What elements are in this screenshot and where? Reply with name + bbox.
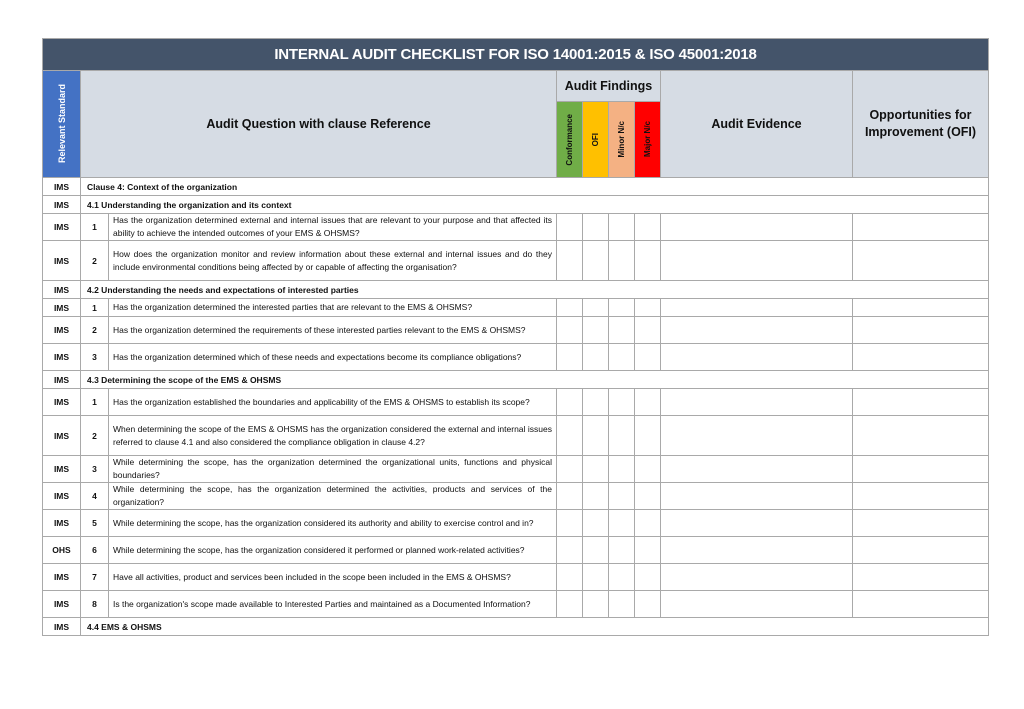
standard-cell: IMS: [43, 371, 81, 389]
question-row: [43, 537, 989, 564]
question-number: 5: [81, 510, 109, 537]
minor-nc-cell[interactable]: [609, 483, 635, 510]
section-row: [43, 281, 989, 299]
minor-nc-header: [609, 102, 635, 178]
document-title: INTERNAL AUDIT CHECKLIST FOR ISO 14001:2015 & ISO 45001:2018: [43, 39, 989, 71]
ofi-notes-cell[interactable]: [853, 510, 989, 537]
ofi-notes-cell[interactable]: [853, 591, 989, 618]
question-number: 8: [81, 591, 109, 618]
major-nc-cell[interactable]: [635, 241, 661, 281]
audit-findings-header: Audit Findings: [557, 71, 661, 102]
conformance-cell[interactable]: [557, 591, 583, 618]
ofi-cell[interactable]: [583, 214, 609, 241]
conformance-header: [557, 102, 583, 178]
question-row: [43, 483, 989, 510]
ofi-notes-cell[interactable]: [853, 214, 989, 241]
conformance-cell[interactable]: [557, 537, 583, 564]
standard-cell: IMS: [43, 281, 81, 299]
conformance-cell[interactable]: [557, 564, 583, 591]
minor-nc-cell[interactable]: [609, 317, 635, 344]
question-text: Has the organization determined the requirements of these interested parties relevant to the EMS & OHSMS?: [109, 317, 557, 344]
audit-evidence-cell[interactable]: [661, 344, 853, 371]
standard-cell: IMS: [43, 317, 81, 344]
ofi-notes-cell[interactable]: [853, 389, 989, 416]
major-nc-cell[interactable]: [635, 416, 661, 456]
ofi-notes-cell[interactable]: [853, 564, 989, 591]
conformance-cell[interactable]: [557, 510, 583, 537]
conformance-cell[interactable]: [557, 241, 583, 281]
conformance-cell[interactable]: [557, 389, 583, 416]
question-text: While determining the scope, has the organization determined the activities, products and services of the organization?: [109, 483, 557, 510]
standard-cell: IMS: [43, 299, 81, 317]
audit-evidence-cell[interactable]: [661, 317, 853, 344]
question-number: 1: [81, 214, 109, 241]
minor-nc-cell[interactable]: [609, 564, 635, 591]
standard-cell: IMS: [43, 510, 81, 537]
audit-evidence-cell[interactable]: [661, 214, 853, 241]
conformance-cell[interactable]: [557, 416, 583, 456]
question-number: 2: [81, 416, 109, 456]
minor-nc-cell[interactable]: [609, 591, 635, 618]
ofi-notes-cell[interactable]: [853, 317, 989, 344]
conformance-cell[interactable]: [557, 483, 583, 510]
audit-evidence-header: Audit Evidence: [661, 71, 853, 178]
ofi-cell[interactable]: [583, 510, 609, 537]
question-number: 6: [81, 537, 109, 564]
minor-nc-cell[interactable]: [609, 389, 635, 416]
question-row: [43, 389, 989, 416]
question-text: While determining the scope, has the organization considered its authority and ability to exercise control and in?: [109, 510, 557, 537]
question-row: [43, 317, 989, 344]
audit-evidence-cell[interactable]: [661, 483, 853, 510]
relevant-standard-header: [43, 71, 81, 178]
question-row: [43, 214, 989, 241]
major-nc-header: [635, 102, 661, 178]
question-number: 1: [81, 299, 109, 317]
question-text: Has the organization determined external and internal issues that are relevant to your purpose and that affected its ability to achieve the intended outcomes of your EMS & OHSMS?: [109, 214, 557, 241]
conformance-label: Conformance: [565, 113, 574, 166]
audit-evidence-cell[interactable]: [661, 241, 853, 281]
audit-question-header: Audit Question with clause Reference: [81, 71, 557, 178]
major-nc-cell[interactable]: [635, 537, 661, 564]
audit-evidence-cell[interactable]: [661, 456, 853, 483]
question-row: [43, 591, 989, 618]
section-row: [43, 618, 989, 636]
ofi-notes-cell[interactable]: [853, 344, 989, 371]
minor-nc-cell[interactable]: [609, 214, 635, 241]
standard-cell: IMS: [43, 344, 81, 371]
section-title: 4.1 Understanding the organization and its context: [81, 196, 989, 214]
ofi-notes-cell[interactable]: [853, 483, 989, 510]
ofi-label: OFI: [591, 132, 600, 147]
question-number: 3: [81, 344, 109, 371]
question-text: Has the organization determined the interested parties that are relevant to the EMS & OHSMS?: [109, 299, 557, 317]
section-row: [43, 178, 989, 196]
minor-nc-cell[interactable]: [609, 344, 635, 371]
section-row: [43, 371, 989, 389]
conformance-cell[interactable]: [557, 214, 583, 241]
question-row: [43, 510, 989, 537]
ofi-notes-cell[interactable]: [853, 299, 989, 317]
minor-nc-cell[interactable]: [609, 510, 635, 537]
question-row: [43, 299, 989, 317]
conformance-cell[interactable]: [557, 317, 583, 344]
section-title: 4.4 EMS & OHSMS: [81, 618, 989, 636]
major-nc-label: Major N/c: [643, 121, 652, 158]
section-title: Clause 4: Context of the organization: [81, 178, 989, 196]
question-number: 7: [81, 564, 109, 591]
minor-nc-cell[interactable]: [609, 241, 635, 281]
standard-cell: OHS: [43, 537, 81, 564]
major-nc-cell[interactable]: [635, 389, 661, 416]
minor-nc-cell[interactable]: [609, 299, 635, 317]
question-number: 4: [81, 483, 109, 510]
major-nc-cell[interactable]: [635, 456, 661, 483]
audit-evidence-cell[interactable]: [661, 299, 853, 317]
ofi-column-header: [583, 102, 609, 178]
standard-cell: IMS: [43, 618, 81, 636]
standard-cell: IMS: [43, 241, 81, 281]
major-nc-cell[interactable]: [635, 214, 661, 241]
minor-nc-cell[interactable]: [609, 537, 635, 564]
ofi-cell[interactable]: [583, 591, 609, 618]
audit-evidence-cell[interactable]: [661, 416, 853, 456]
question-text: Is the organization's scope made available to Interested Parties and maintained as a Documented Information?: [109, 591, 557, 618]
ofi-cell[interactable]: [583, 564, 609, 591]
ofi-cell[interactable]: [583, 456, 609, 483]
question-text: While determining the scope, has the organization determined the organizational units, functions and physical boundaries?: [109, 456, 557, 483]
major-nc-cell[interactable]: [635, 510, 661, 537]
major-nc-cell[interactable]: [635, 344, 661, 371]
ofi-cell[interactable]: [583, 537, 609, 564]
audit-evidence-cell[interactable]: [661, 591, 853, 618]
major-nc-cell[interactable]: [635, 564, 661, 591]
major-nc-cell[interactable]: [635, 483, 661, 510]
question-number: 2: [81, 241, 109, 281]
ofi-notes-cell[interactable]: [853, 241, 989, 281]
section-row: [43, 196, 989, 214]
audit-evidence-cell[interactable]: [661, 537, 853, 564]
conformance-cell[interactable]: [557, 344, 583, 371]
audit-evidence-cell[interactable]: [661, 564, 853, 591]
section-title: 4.2 Understanding the needs and expectations of interested parties: [81, 281, 989, 299]
ofi-notes-cell[interactable]: [853, 456, 989, 483]
ofi-cell[interactable]: [583, 344, 609, 371]
minor-nc-label: Minor N/c: [617, 121, 626, 158]
minor-nc-cell[interactable]: [609, 456, 635, 483]
question-row: [43, 416, 989, 456]
ofi-cell[interactable]: [583, 389, 609, 416]
conformance-cell[interactable]: [557, 299, 583, 317]
standard-cell: IMS: [43, 416, 81, 456]
question-row: [43, 344, 989, 371]
ofi-cell[interactable]: [583, 241, 609, 281]
major-nc-cell[interactable]: [635, 299, 661, 317]
question-number: 2: [81, 317, 109, 344]
standard-cell: IMS: [43, 564, 81, 591]
question-text: How does the organization monitor and review information about these external and internal issues and do they include environmental conditions being affected by or capable of affecting the organisation?: [109, 241, 557, 281]
standard-cell: IMS: [43, 178, 81, 196]
ofi-cell[interactable]: [583, 416, 609, 456]
question-text: While determining the scope, has the organization considered it performed or planned work-related activities?: [109, 537, 557, 564]
standard-cell: IMS: [43, 483, 81, 510]
ofi-notes-cell[interactable]: [853, 537, 989, 564]
ofi-header: Opportunities for Improvement (OFI): [853, 71, 989, 178]
question-text: Has the organization determined which of these needs and expectations become its compliance obligations?: [109, 344, 557, 371]
standard-cell: IMS: [43, 456, 81, 483]
relevant-standard-label: Relevant Standard: [56, 84, 67, 164]
major-nc-cell[interactable]: [635, 591, 661, 618]
question-text: When determining the scope of the EMS & OHSMS has the organization considered the external and internal issues referred to clause 4.1 and also considered the compliance obligation in clause 4.2?: [109, 416, 557, 456]
question-row: [43, 241, 989, 281]
checklist-table: [42, 38, 989, 636]
standard-cell: IMS: [43, 214, 81, 241]
ofi-notes-cell[interactable]: [853, 416, 989, 456]
question-row: [43, 456, 989, 483]
standard-cell: IMS: [43, 591, 81, 618]
conformance-cell[interactable]: [557, 456, 583, 483]
audit-evidence-cell[interactable]: [661, 389, 853, 416]
question-row: [43, 564, 989, 591]
question-text: Has the organization established the boundaries and applicability of the EMS & OHSMS to establish its scope?: [109, 389, 557, 416]
section-title: 4.3 Determining the scope of the EMS & OHSMS: [81, 371, 989, 389]
standard-cell: IMS: [43, 389, 81, 416]
audit-evidence-cell[interactable]: [661, 510, 853, 537]
standard-cell: IMS: [43, 196, 81, 214]
ofi-cell[interactable]: [583, 483, 609, 510]
audit-checklist-sheet: [42, 38, 988, 636]
ofi-cell[interactable]: [583, 299, 609, 317]
question-number: 3: [81, 456, 109, 483]
question-number: 1: [81, 389, 109, 416]
ofi-cell[interactable]: [583, 317, 609, 344]
minor-nc-cell[interactable]: [609, 416, 635, 456]
question-text: Have all activities, product and services been included in the scope been included in the EMS & OHSMS?: [109, 564, 557, 591]
major-nc-cell[interactable]: [635, 317, 661, 344]
